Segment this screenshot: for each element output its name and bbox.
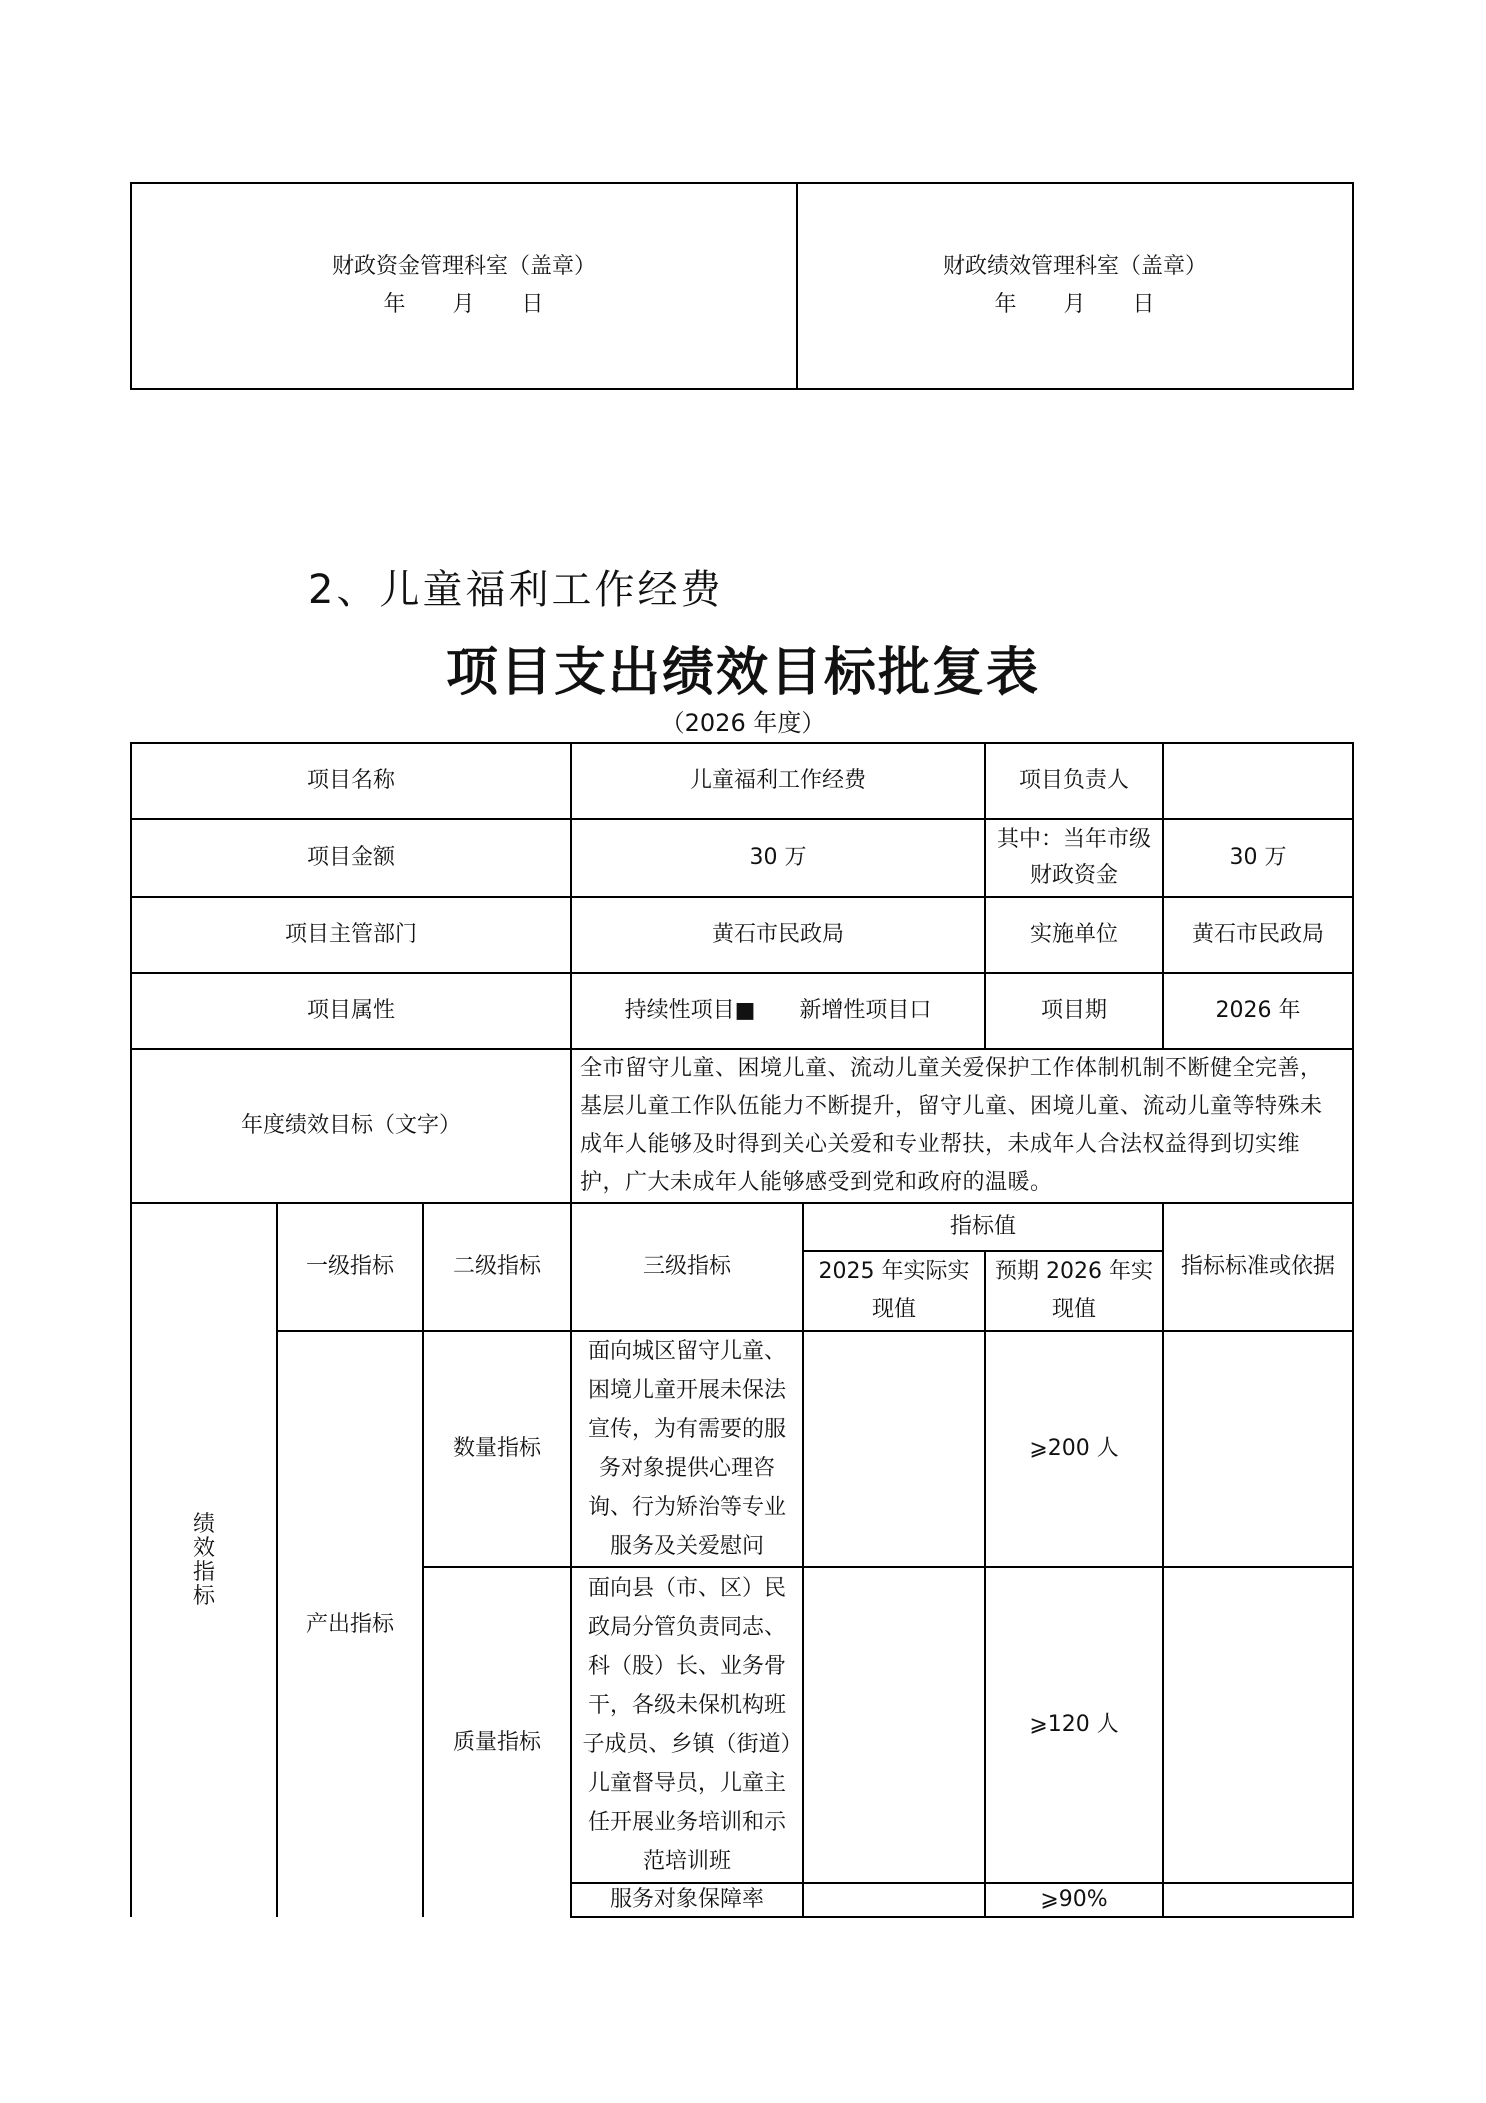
- quantity-indicator-label: 数量指标: [423, 1331, 571, 1567]
- implementing-unit-label: 实施单位: [985, 897, 1163, 973]
- project-period-value: 2026 年: [1163, 973, 1353, 1049]
- quality-indicator-label: 质量指标: [423, 1567, 571, 1917]
- side-char: 效: [192, 1535, 215, 1561]
- project-period-label: 项目期: [985, 973, 1163, 1049]
- quality-indicator-detail: 面向县（市、区）民政局分管负责同志、科（股）长、业务骨干，各级未保机构班子成员、乡镇（街道）儿童督导员，儿童主任开展业务培训和示范培训班: [571, 1567, 803, 1883]
- service-guarantee-expected-2026: ⩾90%: [985, 1883, 1163, 1917]
- quantity-expected-2026: ⩾200 人: [985, 1331, 1163, 1567]
- annual-goal-text: 全市留守儿童、困境儿童、流动儿童关爱保护工作体制机制不断健全完善，基层儿童工作队伍能力不断提升，留守儿童、困境儿童、流动儿童等特殊未成年人能够及时得到关心关爱和专业帮扶，未成年人合法权益得到切实维护，广大未成年人能够感受到党和政府的温暖。: [571, 1049, 1353, 1203]
- project-attribute-value: 持续性项目■ 新增性项目口: [571, 973, 985, 1049]
- level2-header: 二级指标: [423, 1203, 571, 1331]
- side-char: 指: [192, 1559, 215, 1585]
- finance-performance-office-cell: [797, 183, 1353, 389]
- finance-fund-office-stamp: 财政资金管理科室（盖章）: [331, 254, 596, 279]
- project-attribute-label: 项目属性: [131, 973, 571, 1049]
- level1-header: 一级指标: [277, 1203, 423, 1331]
- quantity-actual-2025: [803, 1331, 985, 1567]
- indicator-value-header: 指标值: [803, 1203, 1163, 1251]
- side-char: 绩: [192, 1511, 215, 1537]
- signature-table: [130, 182, 1354, 390]
- quantity-indicator-detail: 面向城区留守儿童、困境儿童开展未保法宣传，为有需要的服务对象提供心理咨询、行为矫治等专业服务及关爱慰问: [571, 1331, 803, 1567]
- project-owner-label: 项目负责人: [985, 743, 1163, 819]
- project-name-value: 儿童福利工作经费: [571, 743, 985, 819]
- output-indicator-label: 产出指标: [277, 1331, 423, 1917]
- quality-basis: [1163, 1567, 1353, 1883]
- supervising-dept-label: 项目主管部门: [131, 897, 571, 973]
- city-fund-label: 其中：当年市级财政资金: [985, 819, 1163, 897]
- performance-target-table: [130, 742, 1354, 1918]
- level3-header: 三级指标: [571, 1203, 803, 1331]
- side-char: 标: [192, 1583, 215, 1609]
- actual-2025-header: 2025 年实际实现值: [803, 1251, 985, 1331]
- quality-expected-2026: ⩾120 人: [985, 1567, 1163, 1883]
- quantity-basis: [1163, 1331, 1353, 1567]
- finance-performance-office-date: 年 月 日: [994, 292, 1156, 317]
- annual-goal-label: 年度绩效目标（文字）: [131, 1049, 571, 1203]
- service-guarantee-indicator: 服务对象保障率: [571, 1883, 803, 1917]
- service-guarantee-actual-2025: [803, 1883, 985, 1917]
- finance-fund-office-cell: [131, 183, 797, 389]
- project-amount-label: 项目金额: [131, 819, 571, 897]
- performance-indicator-side-label: [131, 1203, 277, 1917]
- finance-performance-office-stamp: 财政绩效管理科室（盖章）: [942, 254, 1207, 279]
- project-name-label: 项目名称: [131, 743, 571, 819]
- basis-header: 指标标准或依据: [1163, 1203, 1353, 1331]
- expected-2026-header: 预期 2026 年实现值: [985, 1251, 1163, 1331]
- supervising-dept-value: 黄石市民政局: [571, 897, 985, 973]
- city-fund-value: 30 万: [1163, 819, 1353, 897]
- project-owner-value: [1163, 743, 1353, 819]
- project-amount-value: 30 万: [571, 819, 985, 897]
- document-title: 项目支出绩效目标批复表: [445, 643, 1040, 703]
- implementing-unit-value: 黄石市民政局: [1163, 897, 1353, 973]
- document-year: （2026 年度）: [660, 709, 826, 737]
- quality-actual-2025: [803, 1567, 985, 1883]
- section-title: 2、儿童福利工作经费: [308, 567, 724, 613]
- service-guarantee-basis: [1163, 1883, 1353, 1917]
- finance-fund-office-date: 年 月 日: [383, 292, 545, 317]
